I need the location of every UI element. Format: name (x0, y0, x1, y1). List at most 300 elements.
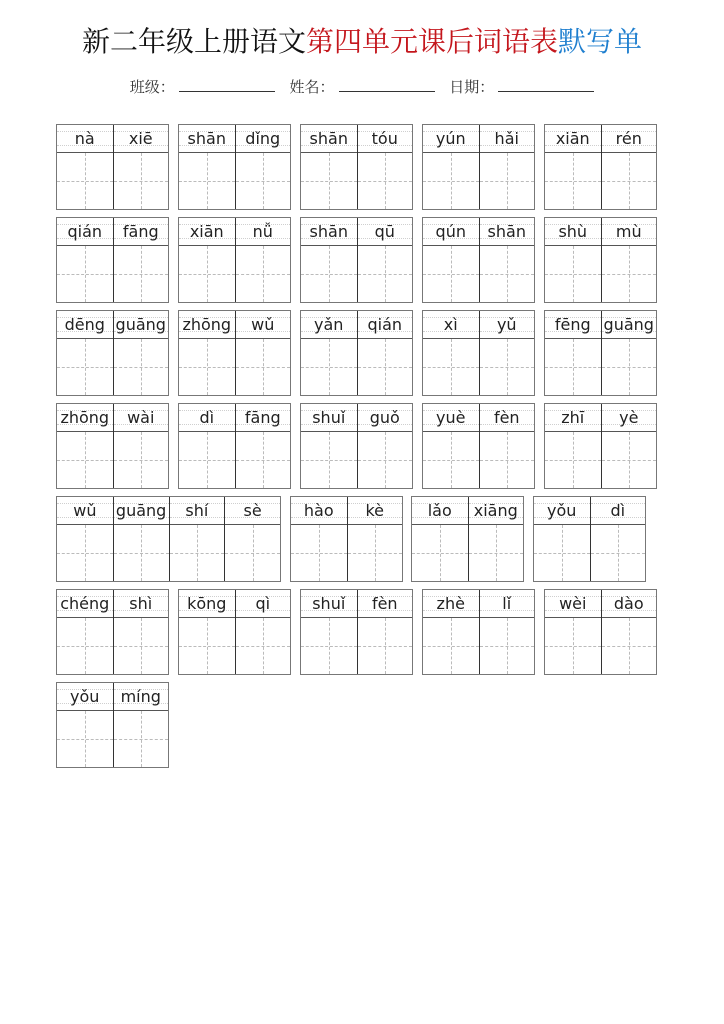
horizontal-guide-line (57, 553, 113, 554)
pinyin-text: qì (255, 594, 271, 613)
pinyin-cell (236, 125, 291, 153)
word-box (544, 310, 657, 396)
pinyin-cell (602, 125, 657, 153)
pinyin-text: yǒu (70, 687, 100, 706)
character-cell[interactable] (545, 404, 601, 488)
tian-zi-ge-writing-area[interactable] (602, 246, 657, 302)
tian-zi-ge-writing-area[interactable] (57, 339, 113, 395)
word-box (56, 124, 169, 210)
pinyin-text: yún (435, 129, 466, 148)
word-box (422, 589, 535, 675)
character-cell[interactable] (423, 590, 479, 674)
pinyin-text: sè (243, 501, 262, 520)
pinyin-cell (358, 125, 413, 153)
pinyin-text: qū (374, 222, 395, 241)
pinyin-text: lǐ (502, 594, 512, 613)
tian-zi-ge-writing-area[interactable] (179, 432, 235, 488)
word-box (422, 310, 535, 396)
pinyin-text: xiān (189, 222, 224, 241)
pinyin-text: wèi (559, 594, 587, 613)
character-cell[interactable] (113, 683, 169, 767)
horizontal-guide-line (57, 739, 113, 740)
pinyin-cell (225, 497, 280, 525)
tian-zi-ge-writing-area[interactable] (301, 618, 357, 674)
student-info-row (0, 76, 724, 97)
tian-zi-ge-writing-area[interactable] (57, 711, 113, 767)
pinyin-cell (301, 311, 357, 339)
tian-zi-ge-writing-area[interactable] (301, 339, 357, 395)
character-cell[interactable] (545, 218, 601, 302)
tian-zi-ge-writing-area[interactable] (480, 339, 535, 395)
character-cell[interactable] (423, 404, 479, 488)
tian-zi-ge-writing-area[interactable] (236, 432, 291, 488)
tian-zi-ge-writing-area[interactable] (534, 525, 590, 581)
tian-zi-ge-writing-area[interactable] (545, 153, 601, 209)
character-cell[interactable] (179, 218, 235, 302)
pinyin-cell (545, 590, 601, 618)
pinyin-text: shuǐ (312, 408, 346, 427)
horizontal-guide-line (480, 460, 535, 461)
character-cell[interactable] (601, 125, 657, 209)
character-cell[interactable] (301, 404, 357, 488)
pinyin-cell (179, 404, 235, 432)
character-cell[interactable] (57, 590, 113, 674)
character-cell[interactable] (601, 404, 657, 488)
pinyin-text: yuè (436, 408, 466, 427)
pinyin-text: shù (558, 222, 588, 241)
pinyin-cell (602, 311, 657, 339)
pinyin-text: shì (129, 594, 153, 613)
character-cell[interactable] (479, 311, 535, 395)
tian-zi-ge-writing-area[interactable] (114, 432, 169, 488)
tian-zi-ge-writing-area[interactable] (423, 153, 479, 209)
pinyin-cell (545, 218, 601, 246)
tian-zi-ge-writing-area[interactable] (602, 339, 657, 395)
character-cell[interactable] (479, 218, 535, 302)
pinyin-text: zhè (436, 594, 465, 613)
character-cell[interactable] (113, 125, 169, 209)
horizontal-guide-line (179, 274, 235, 275)
character-cell[interactable] (545, 311, 601, 395)
pinyin-text: zhōng (60, 408, 110, 427)
tian-zi-ge-writing-area[interactable] (602, 432, 657, 488)
pinyin-text: hǎi (494, 129, 519, 148)
name-blank[interactable] (339, 77, 435, 92)
horizontal-guide-line (469, 553, 524, 554)
horizontal-guide-line (301, 367, 357, 368)
word-box (300, 403, 413, 489)
tian-zi-ge-writing-area[interactable] (545, 246, 601, 302)
character-cell[interactable] (235, 404, 291, 488)
tian-zi-ge-writing-area[interactable] (423, 618, 479, 674)
pinyin-cell (114, 125, 169, 153)
horizontal-guide-line (358, 460, 413, 461)
pinyin-cell (236, 218, 291, 246)
date-label: 日期： (449, 78, 495, 96)
character-cell[interactable] (479, 125, 535, 209)
pinyin-cell (57, 404, 113, 432)
horizontal-guide-line (423, 181, 479, 182)
horizontal-guide-line (57, 181, 113, 182)
character-cell[interactable] (57, 404, 113, 488)
pinyin-text: wài (127, 408, 155, 427)
pinyin-text: dǐng (245, 129, 281, 148)
character-cell[interactable] (113, 311, 169, 395)
tian-zi-ge-writing-area[interactable] (480, 246, 535, 302)
tian-zi-ge-writing-area[interactable] (358, 432, 413, 488)
pinyin-cell (358, 218, 413, 246)
character-cell[interactable] (179, 404, 235, 488)
tian-zi-ge-writing-area[interactable] (480, 153, 535, 209)
pinyin-cell (179, 311, 235, 339)
character-cell[interactable] (235, 218, 291, 302)
tian-zi-ge-writing-area[interactable] (358, 339, 413, 395)
pinyin-text: qún (435, 222, 466, 241)
word-box (56, 589, 169, 675)
tian-zi-ge-writing-area[interactable] (480, 432, 535, 488)
horizontal-guide-line (114, 739, 169, 740)
horizontal-guide-line (301, 274, 357, 275)
horizontal-guide-line (602, 646, 657, 647)
horizontal-guide-line (179, 646, 235, 647)
tian-zi-ge-writing-area[interactable] (225, 525, 280, 581)
tian-zi-ge-writing-area[interactable] (545, 339, 601, 395)
character-cell[interactable] (169, 497, 225, 581)
character-cell[interactable] (545, 590, 601, 674)
character-cell[interactable] (179, 125, 235, 209)
horizontal-guide-line (179, 367, 235, 368)
pinyin-text: kōng (187, 594, 227, 613)
pinyin-cell (423, 125, 479, 153)
character-cell[interactable] (179, 590, 235, 674)
horizontal-guide-line (480, 367, 535, 368)
tian-zi-ge-writing-area[interactable] (301, 153, 357, 209)
tian-zi-ge-writing-area[interactable] (236, 618, 291, 674)
pinyin-text: dào (613, 594, 644, 613)
pinyin-text: xiāng (473, 501, 518, 520)
pinyin-cell (170, 497, 225, 525)
page-title (0, 22, 724, 62)
character-cell[interactable] (479, 404, 535, 488)
pinyin-text: yǎn (314, 315, 344, 334)
character-cell[interactable] (357, 590, 413, 674)
class-field (130, 76, 275, 97)
pinyin-cell (348, 497, 403, 525)
pinyin-text: nà (74, 129, 95, 148)
horizontal-guide-line (545, 274, 601, 275)
character-cell[interactable] (235, 590, 291, 674)
character-cell[interactable] (113, 404, 169, 488)
horizontal-guide-line (423, 460, 479, 461)
character-cell[interactable] (468, 497, 524, 581)
word-box (56, 217, 169, 303)
word-box (300, 124, 413, 210)
tian-zi-ge-writing-area[interactable] (114, 525, 169, 581)
tian-zi-ge-writing-area[interactable] (423, 432, 479, 488)
character-cell[interactable] (479, 590, 535, 674)
word-box (300, 589, 413, 675)
name-field (289, 76, 434, 97)
character-cell[interactable] (235, 125, 291, 209)
horizontal-guide-line (236, 460, 291, 461)
pinyin-cell (114, 590, 169, 618)
pinyin-cell (602, 404, 657, 432)
pinyin-text: zhōng (182, 315, 232, 334)
tian-zi-ge-writing-area[interactable] (236, 153, 291, 209)
tian-zi-ge-writing-area[interactable] (236, 246, 291, 302)
pinyin-text: wǔ (73, 501, 97, 520)
word-box (56, 310, 169, 396)
pinyin-cell (57, 125, 113, 153)
word-box (544, 589, 657, 675)
pinyin-text: rén (615, 129, 642, 148)
tian-zi-ge-writing-area[interactable] (114, 711, 169, 767)
horizontal-guide-line (236, 367, 291, 368)
pinyin-text: shān (187, 129, 226, 148)
horizontal-guide-line (358, 367, 413, 368)
word-box (411, 496, 524, 582)
date-blank[interactable] (498, 77, 594, 92)
word-box (422, 124, 535, 210)
character-cell[interactable] (423, 311, 479, 395)
character-cell[interactable] (412, 497, 468, 581)
horizontal-guide-line (114, 553, 169, 554)
pinyin-cell (358, 311, 413, 339)
word-box (300, 217, 413, 303)
tian-zi-ge-writing-area[interactable] (301, 246, 357, 302)
character-cell[interactable] (601, 218, 657, 302)
character-cell[interactable] (57, 311, 113, 395)
pinyin-cell (480, 125, 535, 153)
pinyin-cell (301, 125, 357, 153)
character-cell[interactable] (357, 404, 413, 488)
tian-zi-ge-writing-area[interactable] (236, 339, 291, 395)
tian-zi-ge-writing-area[interactable] (301, 432, 357, 488)
horizontal-guide-line (170, 553, 225, 554)
horizontal-guide-line (423, 274, 479, 275)
character-cell[interactable] (357, 125, 413, 209)
horizontal-guide-line (545, 646, 601, 647)
pinyin-cell (114, 404, 169, 432)
pinyin-text: tóu (371, 129, 398, 148)
pinyin-text: dēng (64, 315, 105, 334)
pinyin-cell (480, 590, 535, 618)
pinyin-cell (57, 683, 113, 711)
tian-zi-ge-writing-area[interactable] (591, 525, 646, 581)
horizontal-guide-line (545, 181, 601, 182)
character-cell[interactable] (57, 218, 113, 302)
tian-zi-ge-writing-area[interactable] (602, 153, 657, 209)
horizontal-guide-line (480, 181, 535, 182)
character-cell[interactable] (423, 218, 479, 302)
horizontal-guide-line (480, 646, 535, 647)
pinyin-cell (291, 497, 347, 525)
horizontal-guide-line (114, 181, 169, 182)
pinyin-text: shān (309, 129, 348, 148)
pinyin-text: mù (615, 222, 642, 241)
tian-zi-ge-writing-area[interactable] (545, 432, 601, 488)
pinyin-text: xiān (555, 129, 590, 148)
horizontal-guide-line (412, 553, 468, 554)
tian-zi-ge-writing-area[interactable] (57, 246, 113, 302)
character-cell[interactable] (113, 497, 169, 581)
pinyin-cell (423, 311, 479, 339)
word-box (178, 589, 291, 675)
tian-zi-ge-writing-area[interactable] (114, 339, 169, 395)
tian-zi-ge-writing-area[interactable] (480, 618, 535, 674)
pinyin-cell (301, 404, 357, 432)
character-cell[interactable] (601, 590, 657, 674)
horizontal-guide-line (236, 274, 291, 275)
tian-zi-ge-writing-area[interactable] (423, 339, 479, 395)
character-cell[interactable] (357, 218, 413, 302)
tian-zi-ge-writing-area[interactable] (179, 153, 235, 209)
pinyin-cell (534, 497, 590, 525)
horizontal-guide-line (57, 646, 113, 647)
character-cell[interactable] (301, 590, 357, 674)
horizontal-guide-line (602, 367, 657, 368)
character-cell[interactable] (57, 683, 113, 767)
word-box (178, 310, 291, 396)
tian-zi-ge-writing-area[interactable] (358, 618, 413, 674)
tian-zi-ge-writing-area[interactable] (358, 246, 413, 302)
character-cell[interactable] (590, 497, 646, 581)
tian-zi-ge-writing-area[interactable] (114, 618, 169, 674)
pinyin-text: xì (443, 315, 458, 334)
pinyin-text: dì (610, 501, 626, 520)
pinyin-cell (412, 497, 468, 525)
pinyin-text: míng (120, 687, 161, 706)
tian-zi-ge-writing-area[interactable] (423, 246, 479, 302)
character-cell[interactable] (113, 590, 169, 674)
character-cell[interactable] (301, 311, 357, 395)
tian-zi-ge-writing-area[interactable] (358, 153, 413, 209)
pinyin-text: chéng (60, 594, 110, 613)
character-cell[interactable] (224, 497, 280, 581)
pinyin-text: guǒ (369, 408, 400, 427)
tian-zi-ge-writing-area[interactable] (57, 618, 113, 674)
horizontal-guide-line (423, 646, 479, 647)
pinyin-text: shān (487, 222, 526, 241)
horizontal-guide-line (358, 646, 413, 647)
character-cell[interactable] (57, 497, 113, 581)
horizontal-guide-line (534, 553, 590, 554)
pinyin-text: yè (619, 408, 639, 427)
pinyin-text: lǎo (427, 501, 452, 520)
word-box (56, 403, 169, 489)
pinyin-text: yǒu (547, 501, 577, 520)
word-box (422, 217, 535, 303)
pinyin-text: guāng (115, 501, 167, 520)
horizontal-guide-line (301, 181, 357, 182)
title-dictation: 默写单 (558, 25, 643, 58)
tian-zi-ge-writing-area[interactable] (545, 618, 601, 674)
character-cell[interactable] (357, 311, 413, 395)
horizontal-guide-line (114, 646, 169, 647)
pinyin-cell (480, 218, 535, 246)
character-cell[interactable] (113, 218, 169, 302)
horizontal-guide-line (358, 274, 413, 275)
character-cell[interactable] (291, 497, 347, 581)
character-cell[interactable] (301, 125, 357, 209)
tian-zi-ge-writing-area[interactable] (57, 525, 113, 581)
character-cell[interactable] (534, 497, 590, 581)
horizontal-guide-line (57, 367, 113, 368)
tian-zi-ge-writing-area[interactable] (179, 618, 235, 674)
pinyin-cell (57, 590, 113, 618)
pinyin-cell (423, 218, 479, 246)
pinyin-cell (179, 125, 235, 153)
tian-zi-ge-writing-area[interactable] (412, 525, 468, 581)
tian-zi-ge-writing-area[interactable] (179, 246, 235, 302)
character-cell[interactable] (347, 497, 403, 581)
pinyin-cell (57, 311, 113, 339)
pinyin-text: hào (303, 501, 334, 520)
tian-zi-ge-writing-area[interactable] (179, 339, 235, 395)
word-box (300, 310, 413, 396)
pinyin-cell (114, 311, 169, 339)
tian-zi-ge-writing-area[interactable] (469, 525, 524, 581)
character-cell[interactable] (179, 311, 235, 395)
horizontal-guide-line (480, 274, 535, 275)
tian-zi-ge-writing-area[interactable] (57, 432, 113, 488)
character-cell[interactable] (545, 125, 601, 209)
tian-zi-ge-writing-area[interactable] (348, 525, 403, 581)
horizontal-guide-line (591, 553, 646, 554)
pinyin-cell (602, 218, 657, 246)
pinyin-cell (545, 311, 601, 339)
character-cell[interactable] (235, 311, 291, 395)
pinyin-cell (423, 404, 479, 432)
tian-zi-ge-writing-area[interactable] (602, 618, 657, 674)
pinyin-cell (179, 218, 235, 246)
pinyin-cell (179, 590, 235, 618)
character-cell[interactable] (601, 311, 657, 395)
pinyin-cell (480, 311, 535, 339)
pinyin-text: zhī (561, 408, 585, 427)
pinyin-cell (114, 683, 169, 711)
tian-zi-ge-writing-area[interactable] (114, 153, 169, 209)
pinyin-cell (545, 404, 601, 432)
pinyin-cell (114, 218, 169, 246)
pinyin-text: shuǐ (312, 594, 346, 613)
pinyin-cell (57, 497, 113, 525)
horizontal-guide-line (545, 460, 601, 461)
pinyin-cell (236, 311, 291, 339)
tian-zi-ge-writing-area[interactable] (170, 525, 225, 581)
pinyin-cell (301, 590, 357, 618)
horizontal-guide-line (236, 181, 291, 182)
word-box (56, 496, 281, 582)
pinyin-cell (545, 125, 601, 153)
pinyin-cell (236, 590, 291, 618)
class-blank[interactable] (179, 77, 275, 92)
title-unit: 第四单元课后词语表 (305, 25, 558, 58)
pinyin-text: yǔ (496, 315, 517, 334)
horizontal-guide-line (236, 646, 291, 647)
character-cell[interactable] (423, 125, 479, 209)
pinyin-text: fāng (244, 408, 281, 427)
pinyin-text: guāng (115, 315, 166, 334)
tian-zi-ge-writing-area[interactable] (291, 525, 347, 581)
character-cell[interactable] (301, 218, 357, 302)
tian-zi-ge-writing-area[interactable] (57, 153, 113, 209)
pinyin-cell (591, 497, 646, 525)
pinyin-text: fèn (493, 408, 520, 427)
character-cell[interactable] (57, 125, 113, 209)
horizontal-guide-line (602, 274, 657, 275)
tian-zi-ge-writing-area[interactable] (114, 246, 169, 302)
